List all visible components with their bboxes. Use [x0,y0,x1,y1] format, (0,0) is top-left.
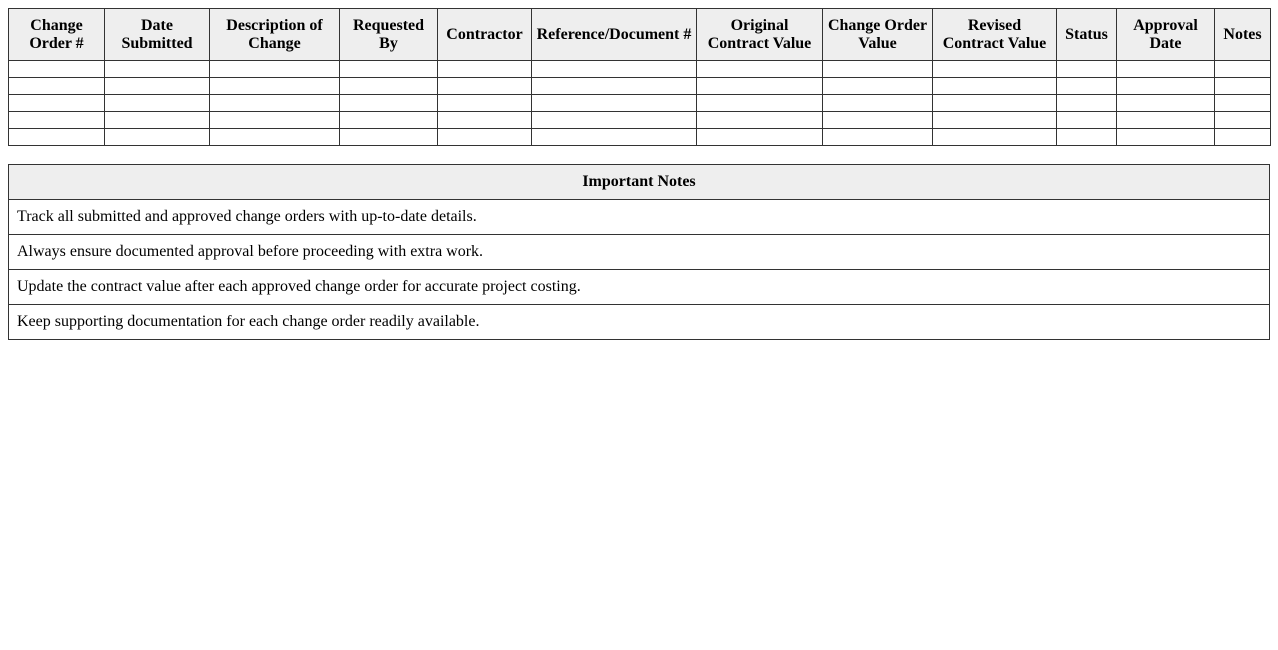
important-notes-title: Important Notes [9,165,1270,200]
table-cell[interactable] [340,129,438,146]
notes-header-row [9,165,1270,200]
column-header-description-of-change: Description of Change [210,9,340,61]
note-row [9,270,1270,305]
table-cell[interactable] [1215,95,1271,112]
table-cell[interactable] [105,129,210,146]
table-cell[interactable] [340,78,438,95]
table-cell[interactable] [1215,129,1271,146]
table-cell[interactable] [1117,61,1215,78]
table-cell[interactable] [9,95,105,112]
column-header-approval-date: Approval Date [1117,9,1215,61]
column-header-change-order-number: Change Order # [9,9,105,61]
table-cell[interactable] [210,61,340,78]
table-cell[interactable] [697,112,823,129]
table-cell[interactable] [340,112,438,129]
table-cell[interactable] [1215,78,1271,95]
table-body [9,61,1271,146]
table-cell[interactable] [532,112,697,129]
note-row [9,235,1270,270]
table-cell[interactable] [1057,61,1117,78]
table-cell[interactable] [438,61,532,78]
column-header-requested-by: Requested By [340,9,438,61]
table-cell[interactable] [1117,78,1215,95]
table-row [9,112,1271,129]
table-cell[interactable] [1117,95,1215,112]
table-cell[interactable] [1057,95,1117,112]
table-cell[interactable] [340,61,438,78]
column-header-date-submitted: Date Submitted [105,9,210,61]
table-cell[interactable] [823,112,933,129]
table-cell[interactable] [9,78,105,95]
table-cell[interactable] [9,61,105,78]
note-item: Always ensure documented approval before proceeding with extra work. [9,235,1270,270]
table-cell[interactable] [1215,112,1271,129]
table-cell[interactable] [438,129,532,146]
column-header-status: Status [1057,9,1117,61]
table-cell[interactable] [1057,112,1117,129]
table-cell[interactable] [1057,78,1117,95]
table-cell[interactable] [823,95,933,112]
change-order-log-table [8,8,1271,146]
column-header-contractor: Contractor [438,9,532,61]
table-cell[interactable] [340,95,438,112]
note-item: Track all submitted and approved change orders with up-to-date details. [9,200,1270,235]
note-item: Update the contract value after each approved change order for accurate project costing. [9,270,1270,305]
column-header-change-order-value: Change Order Value [823,9,933,61]
table-cell[interactable] [532,78,697,95]
table-cell[interactable] [210,95,340,112]
table-cell[interactable] [1117,129,1215,146]
table-cell[interactable] [933,61,1057,78]
table-cell[interactable] [532,129,697,146]
table-cell[interactable] [933,112,1057,129]
table-cell[interactable] [9,129,105,146]
important-notes-table [8,164,1270,340]
table-cell[interactable] [823,129,933,146]
table-cell[interactable] [697,78,823,95]
column-header-notes: Notes [1215,9,1271,61]
table-cell[interactable] [697,129,823,146]
table-cell[interactable] [823,78,933,95]
table-cell[interactable] [105,112,210,129]
table-cell[interactable] [1117,112,1215,129]
column-header-revised-contract-value: Revised Contract Value [933,9,1057,61]
table-cell[interactable] [697,61,823,78]
table-cell[interactable] [105,61,210,78]
table-cell[interactable] [438,78,532,95]
table-cell[interactable] [438,95,532,112]
table-cell[interactable] [9,112,105,129]
table-cell[interactable] [933,78,1057,95]
table-cell[interactable] [532,61,697,78]
table-cell[interactable] [532,95,697,112]
table-cell[interactable] [438,112,532,129]
table-cell[interactable] [210,112,340,129]
table-cell[interactable] [210,78,340,95]
table-cell[interactable] [697,95,823,112]
table-row [9,61,1271,78]
table-cell[interactable] [1215,61,1271,78]
page-content [8,8,1270,340]
table-cell[interactable] [210,129,340,146]
table-cell[interactable] [823,61,933,78]
table-row [9,78,1271,95]
table-cell[interactable] [105,78,210,95]
note-item: Keep supporting documentation for each change order readily available. [9,305,1270,340]
table-cell[interactable] [933,129,1057,146]
note-row [9,305,1270,340]
column-header-reference-document: Reference/Document # [532,9,697,61]
note-row [9,200,1270,235]
table-cell[interactable] [1057,129,1117,146]
table-header-row [9,9,1271,61]
table-cell[interactable] [933,95,1057,112]
column-header-original-contract-value: Original Contract Value [697,9,823,61]
table-row [9,129,1271,146]
table-row [9,95,1271,112]
table-cell[interactable] [105,95,210,112]
